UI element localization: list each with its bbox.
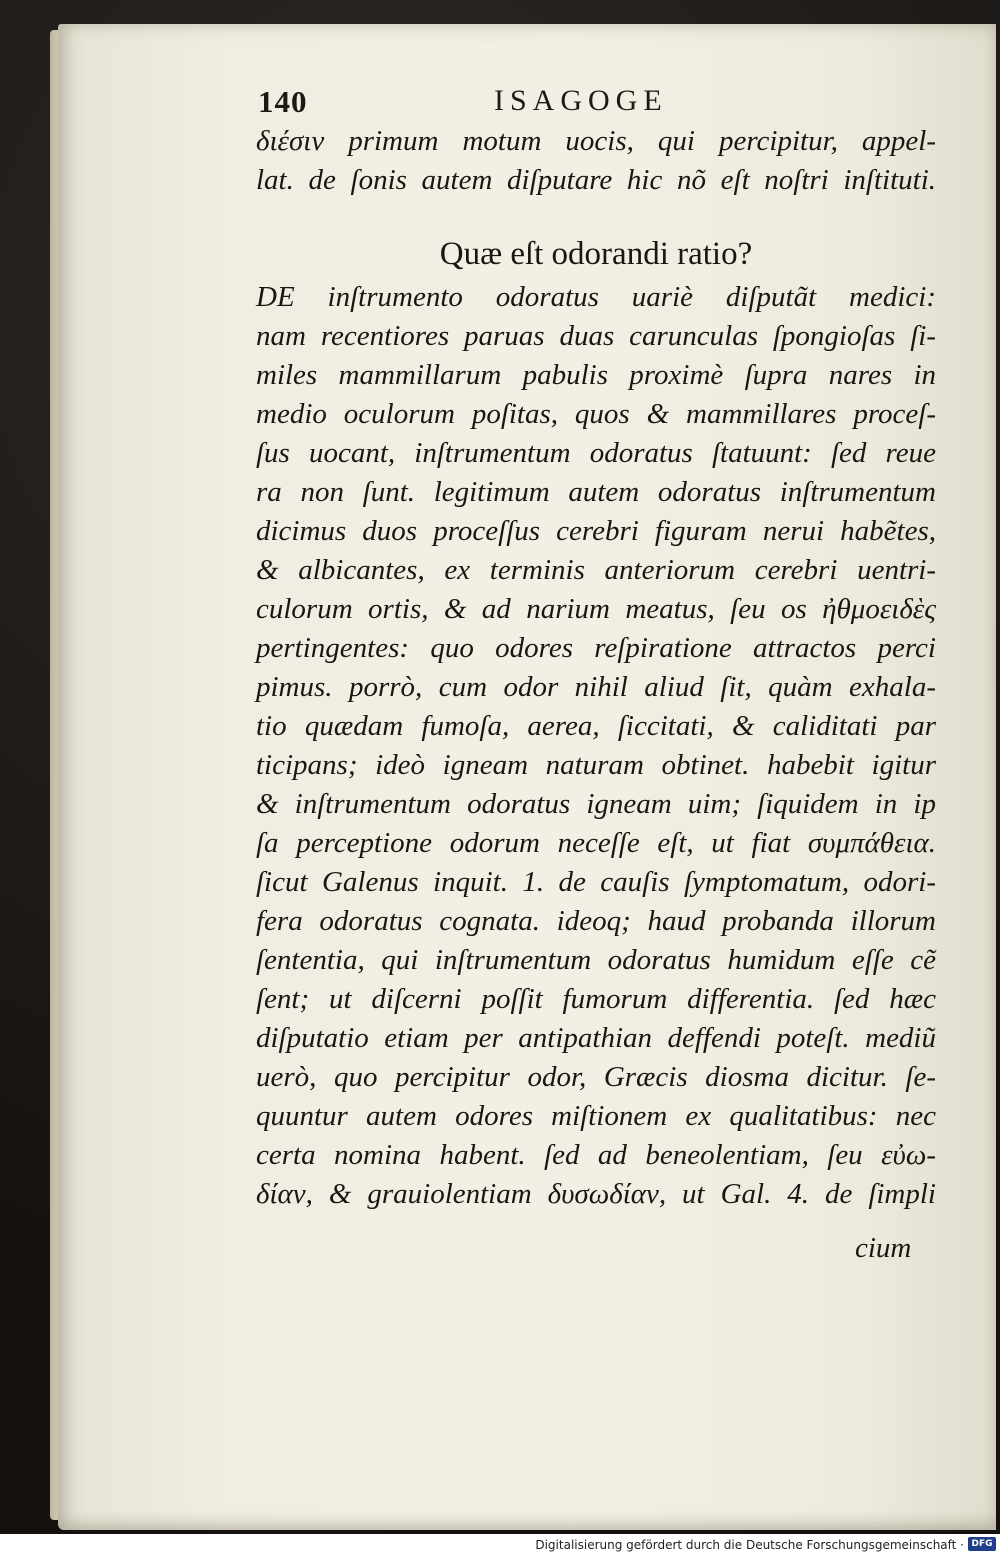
dfg-logo-icon: DFG (968, 1537, 996, 1551)
text-line: nam recentiores paruas duas carunculas ſpongioſas ſi- (256, 320, 936, 352)
digitization-credit: Digitalisierung gefördert durch die Deutsche Forschungsgemeinschaft · (535, 1538, 964, 1552)
catchword: cium (855, 1232, 912, 1264)
text-line: tio quædam fumoſa, aerea, ſiccitati, & caliditati par (256, 710, 936, 742)
text-line: & albicantes, ex terminis anteriorum cerebri uentri- (256, 554, 936, 586)
text-line: dicimus duos proceſſus cerebri figuram nerui habẽtes, (256, 515, 936, 547)
text-line: ſa perceptione odorum neceſſe eſt, ut fiat συμπάθεια. (256, 827, 936, 859)
text-line: ſent; ut diſcerni poſſit fumorum differentia. ſed hæc (256, 983, 936, 1015)
text-line: certa nomina habent. ſed ad beneolentiam, ſeu εὐω- (256, 1139, 936, 1171)
text-line: pertingentes: quo odores reſpiratione attractos perci (256, 632, 936, 664)
text-line: pimus. porrò, cum odor nihil aliud ſit, quàm exhala- (256, 671, 936, 703)
text-line: ra non ſunt. legitimum autem odoratus inſtrumentum (256, 476, 936, 508)
text-line: ſus uocant, inſtrumentum odoratus ſtatuunt: ſed reue (256, 437, 936, 469)
text-line: DE inſtrumento odoratus uariè diſputãt medici: (256, 281, 936, 313)
running-head (258, 84, 938, 124)
text-line: ſententia, qui inſtrumentum odoratus humidum eſſe cẽ (256, 944, 936, 976)
text-line: culorum ortis, & ad narium meatus, ſeu os ἠθμοειδὲς (256, 593, 936, 625)
text-line: fera odoratus cognata. ideoq; haud probanda illorum (256, 905, 936, 937)
text-line: quuntur autem odores miſtionem ex qualitatibus: nec (256, 1100, 936, 1132)
text-line: uerò, quo percipitur odor, Græcis diosma dicitur. ſe- (256, 1061, 936, 1093)
text-line: διέσιν primum motum uocis, qui percipitur, appel- (256, 125, 936, 157)
text-line: diſputatio etiam per antipathian deffendi poteſt. mediũ (256, 1022, 936, 1054)
text-line: medio oculorum poſitas, quos & mammillares proceſ- (256, 398, 936, 430)
text-line: ſicut Galenus inquit. 1. de cauſis ſymptomatum, odori- (256, 866, 936, 898)
text-line: miles mammillarum pabulis proximè ſupra nares in (256, 359, 936, 391)
text-line: δίαν, & grauiolentiam δυσωδίαν, ut Gal. 4. de ſimpli (256, 1178, 936, 1210)
text-line: ticipans; ideò igneam naturam obtinet. habebit igitur (256, 749, 936, 781)
text-line: lat. de ſonis autem diſputare hic nõ eſt noſtri inſtituti. (256, 164, 936, 196)
main-text-block (256, 122, 936, 1214)
running-title: ISAGOGE (494, 84, 668, 117)
section-heading: Quæ eſt odorandi ratio? (439, 236, 753, 272)
text-line: & inſtrumentum odoratus igneam uim; ſiquidem in ip (256, 788, 936, 820)
page-number: 140 (258, 84, 308, 119)
